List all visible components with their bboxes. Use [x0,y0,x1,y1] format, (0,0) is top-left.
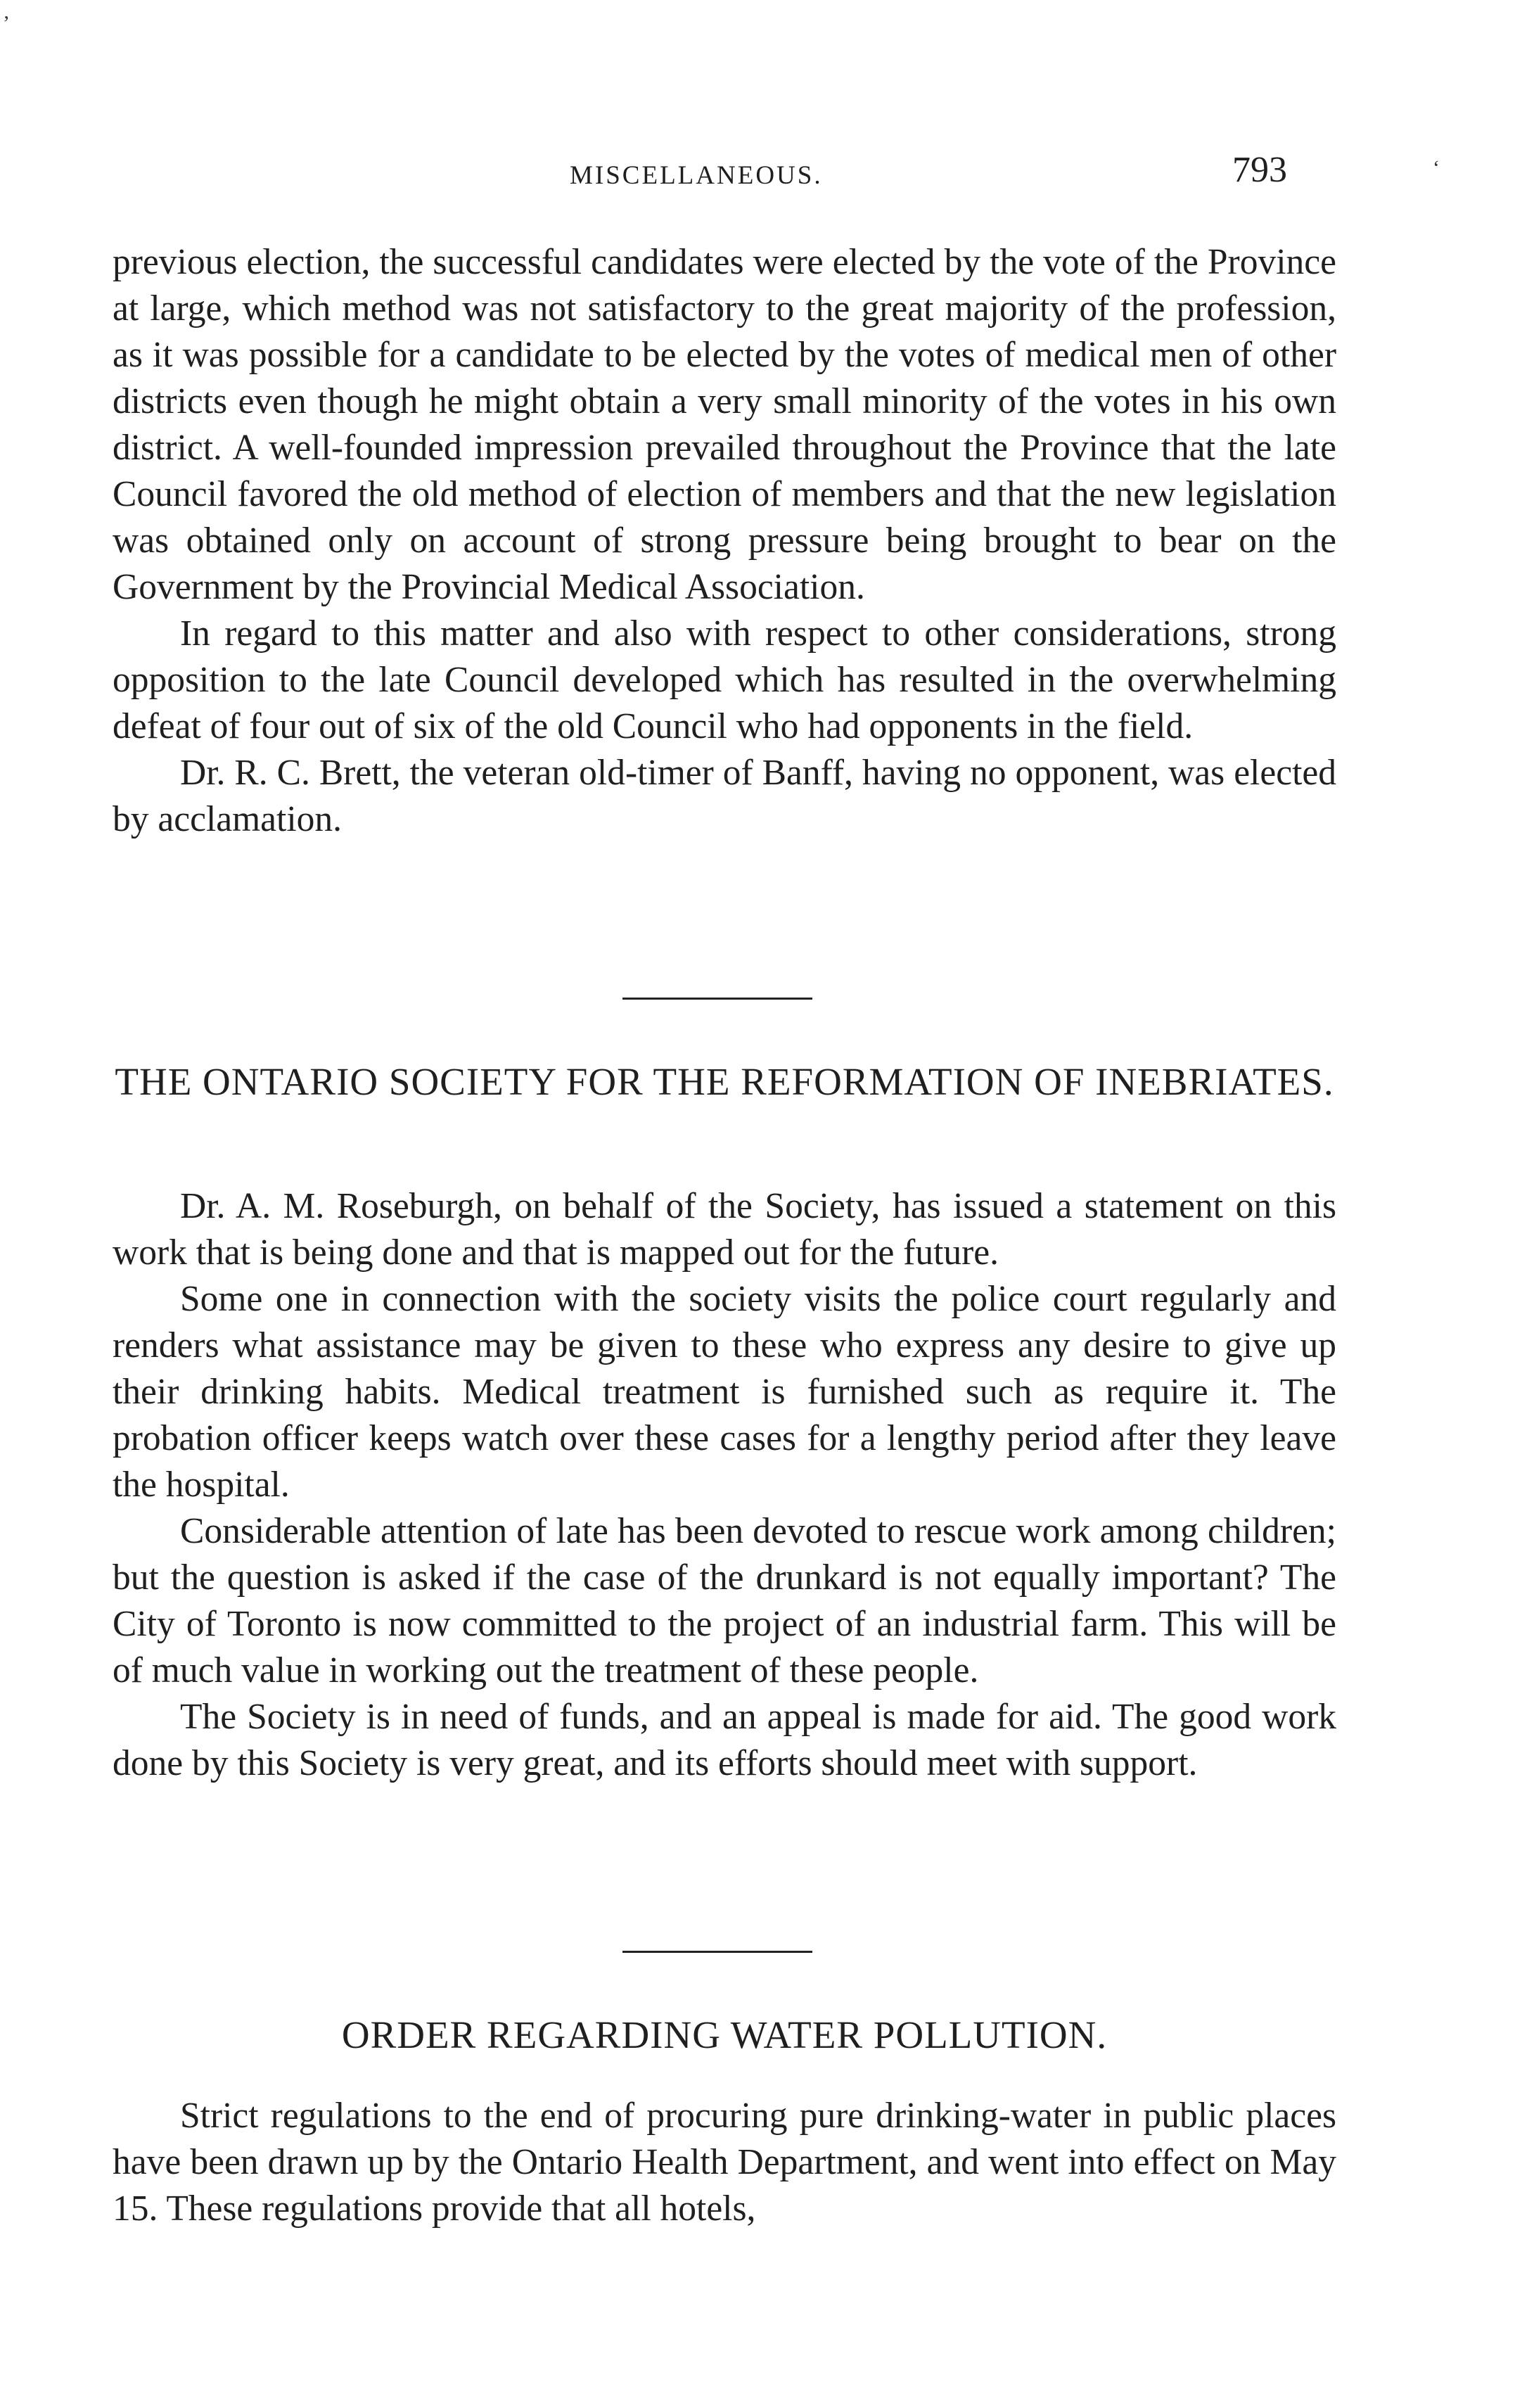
section-heading-water-pollution: ORDER REGARDING WATER POLLUTION. [341,2013,1108,2056]
section-divider [622,1951,812,1953]
scan-mark: ‘ [1433,156,1440,179]
continued-section-text [113,239,1336,843]
paragraph: Dr. A. M. Roseburgh, on behalf of the Society, has issued a statement on this work that is being done and that is mapped out for the future. [113,1186,1336,1273]
section-divider [622,998,812,1000]
scan-mark: ‚ [3,0,10,23]
paragraph: previous election, the successful candidates were elected by the vote of the Province at large, which method was not satisfactory to the great majority of the profession, as it was possible for a candidate to be elected by the votes of medical men of other districts even though he might obtain a very small minority of the votes in his own district. A well-founded impression prevailed throughout the Province that the late Council favored the old method of election of members and that the new legislation was obtained only on account of strong pressure being brought to bear on the Government by the Provincial Medical Association. [113,242,1336,607]
water-section-text [113,2093,1336,2232]
paragraph: Some one in connection with the society visits the police court regularly and renders what assistance may be given to these who express any desire to give up their drinking habits. Medical treatment is furnished such as require it. The probation officer keeps watch over these cases for a lengthy period after they leave the hospital. [113,1279,1336,1505]
running-title: MISCELLANEOUS. [570,161,823,190]
page-number: 793 [1232,150,1287,190]
section-heading-inebriates: THE ONTARIO SOCIETY FOR THE REFORMATION OF INEBRIATES. [115,1060,1334,1103]
paragraph: Considerable attention of late has been devoted to rescue work among children; but the question is asked if the case of the drunkard is not equally important? The City of Toronto is now committed to the project of an industrial farm. This will be of much value in working out the treatment of these people. [113,1511,1336,1690]
paragraph: Dr. R. C. Brett, the veteran old-timer of Banff, having no opponent, was elected by acclamation. [113,753,1336,839]
paragraph: In regard to this matter and also with respect to other considerations, strong opposition to the late Council developed which has resulted in the overwhelming defeat of four out of six of the old Council who had opponents in the field. [113,613,1336,746]
paragraph: The Society is in need of funds, and an appeal is made for aid. The good work done by this Society is very great, and its efforts should meet with support. [113,1697,1336,1783]
running-header [0,148,1515,197]
inebriates-section-text [113,1183,1336,1787]
paragraph: Strict regulations to the end of procuring pure drinking-water in public places have been drawn up by the Ontario Health Department, and went into effect on May 15. These regulations provide that all hotels, [113,2096,1336,2229]
